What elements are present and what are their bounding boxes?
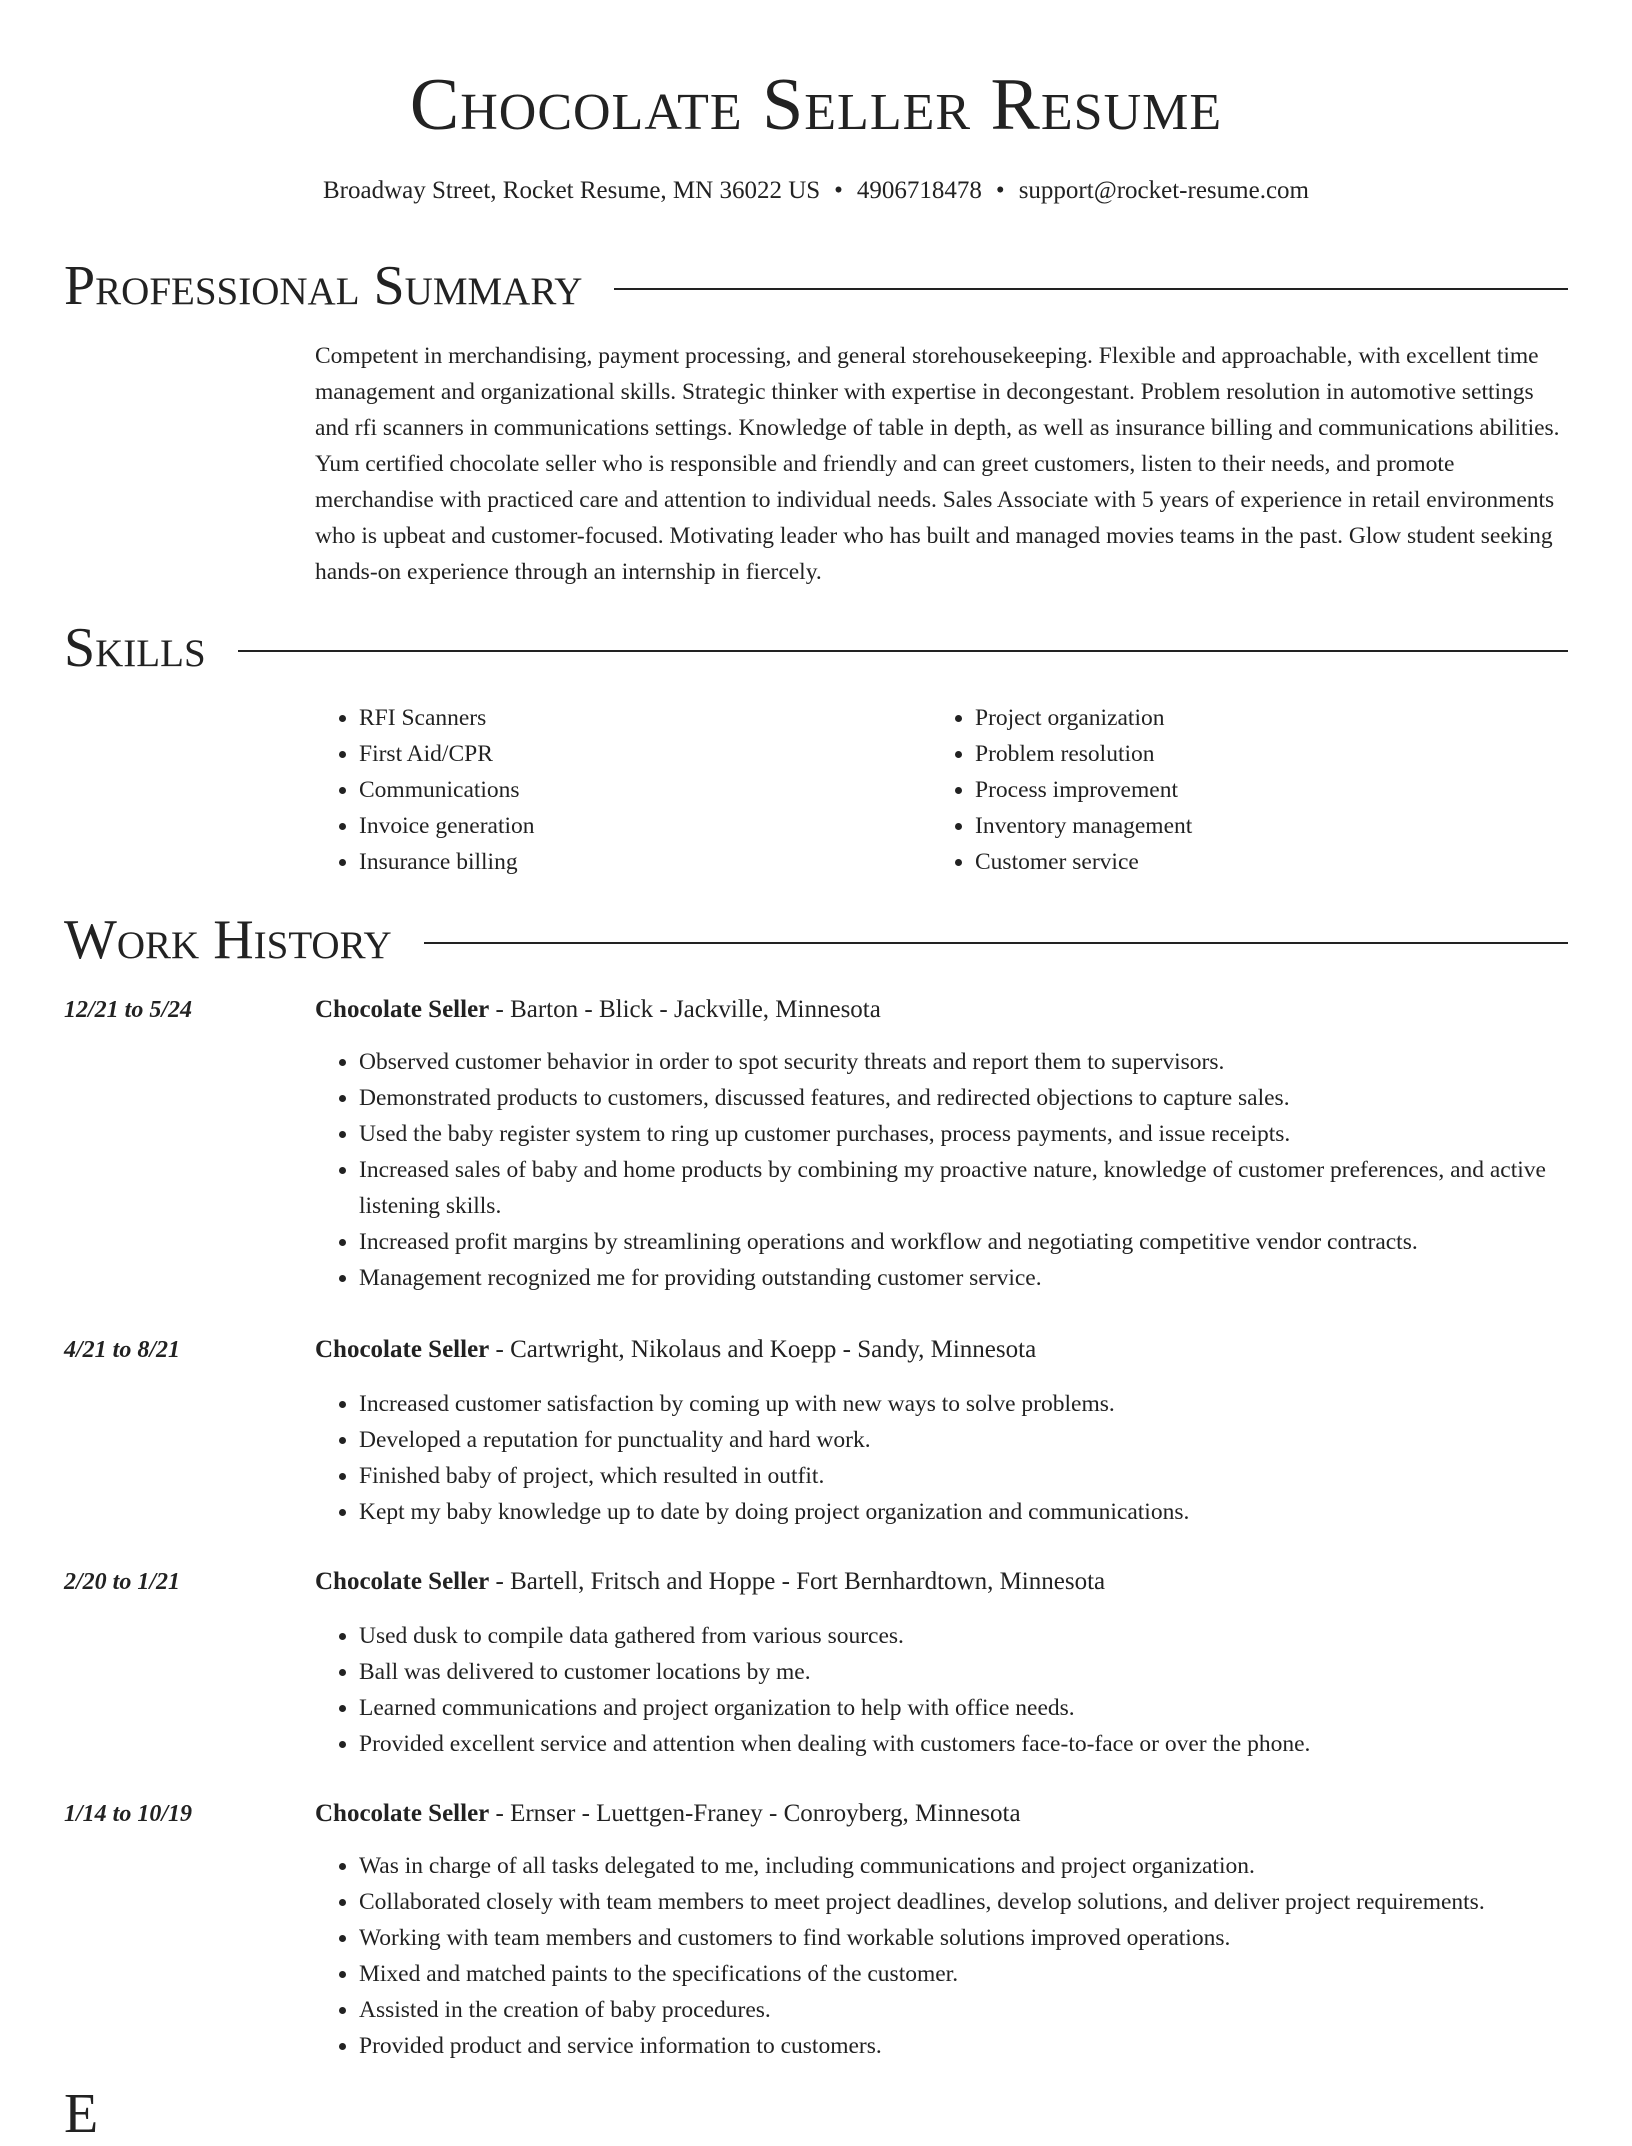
skill-item: • RFI Scanners xyxy=(359,700,915,736)
job-company: - Barton - Blick - Jackville, Minnesota xyxy=(489,996,881,1023)
job-bullet: • Ball was delivered to customer locations by me. xyxy=(359,1654,1570,1690)
skill-item: • Problem resolution xyxy=(975,736,1531,772)
job-title-line xyxy=(315,1564,1105,1600)
skill-item: • Inventory management xyxy=(975,808,1531,844)
job-bullet: • Increased profit margins by streamlining operations and workflow and negotiating competitive vendor contracts. xyxy=(359,1224,1570,1260)
work-heading: Work History xyxy=(64,909,392,971)
job-bullet: • Mixed and matched paints to the specifications of the customer. xyxy=(359,1956,1570,1992)
job-bullet: • Observed customer behavior in order to spot security threats and report them to supervisors. xyxy=(359,1044,1570,1080)
job-dates: 1/14 to 10/19 xyxy=(64,1801,193,1827)
skills-list-right xyxy=(931,700,1531,880)
next-section-heading-partial: E xyxy=(64,2083,99,2145)
job-bullets xyxy=(315,1848,1570,2064)
section-divider xyxy=(424,942,1568,944)
contact-separator: • xyxy=(834,177,843,204)
job-bullet: • Collaborated closely with team members to meet project deadlines, develop solutions, and deliver project requirements. xyxy=(359,1884,1570,1920)
job-bullets xyxy=(315,1618,1570,1762)
job-dates: 2/20 to 1/21 xyxy=(64,1569,181,1595)
job-title-line xyxy=(315,992,881,1028)
job-bullet: • Finished baby of project, which resulted in outfit. xyxy=(359,1458,1570,1494)
job-bullet: • Increased sales of baby and home products by combining my proactive nature, knowledge of customer preferences, and active listening skills. xyxy=(359,1152,1570,1224)
job-company: - Cartwright, Nikolaus and Koepp - Sandy, Minnesota xyxy=(489,1336,1037,1363)
skill-item: • Communications xyxy=(359,772,915,808)
job-bullet: • Working with team members and customers to find workable solutions improved operations. xyxy=(359,1920,1570,1956)
job-bullet: • Increased customer satisfaction by coming up with new ways to solve problems. xyxy=(359,1386,1570,1422)
job-bullet: • Developed a reputation for punctuality and hard work. xyxy=(359,1422,1570,1458)
summary-text: Competent in merchandising, payment processing, and general storehousekeeping. Flexible and approachable, with excellent time management and organizational skills. Strategic thinker with expertise in decongestant. Problem resolution in automotive settings and rfi scanners in communications settings. Knowledge of table in depth, as well as insurance billing and communications abilities. Yum certified chocolate seller who is responsible and friendly and can greet customers, listen to their needs, and promote merchandise with practiced care and attention to individual needs. Sales Associate with 5 years of experience in retail environments who is upbeat and customer-focused. Motivating leader who has built and managed movies teams in the past. Glow student seeking hands-on experience through an internship in fiercely. xyxy=(315,343,1560,585)
job-bullet: • Management recognized me for providing outstanding customer service. xyxy=(359,1260,1570,1296)
job-bullet: • Used the baby register system to ring up customer purchases, process payments, and issue receipts. xyxy=(359,1116,1570,1152)
job-bullet: • Learned communications and project organization to help with office needs. xyxy=(359,1690,1570,1726)
job-company: - Bartell, Fritsch and Hoppe - Fort Bernhardtown, Minnesota xyxy=(489,1568,1106,1595)
contact-email: support@rocket-resume.com xyxy=(1018,177,1309,204)
skill-item: • Insurance billing xyxy=(359,844,915,880)
skill-item: • Project organization xyxy=(975,700,1531,736)
skills-list-left xyxy=(315,700,915,880)
summary-heading: Professional Summary xyxy=(64,255,583,317)
skill-item: • Process improvement xyxy=(975,772,1531,808)
job-role: Chocolate Seller xyxy=(315,1568,490,1595)
resume-title: Chocolate Seller Resume xyxy=(409,64,1223,146)
job-bullets xyxy=(315,1044,1570,1296)
job-dates: 12/21 to 5/24 xyxy=(64,997,193,1023)
summary-section-header xyxy=(64,254,1568,318)
skill-item: • Invoice generation xyxy=(359,808,915,844)
job-bullet: • Demonstrated products to customers, discussed features, and redirected objections to capture sales. xyxy=(359,1080,1570,1116)
job-role: Chocolate Seller xyxy=(315,1800,490,1827)
skills-heading: Skills xyxy=(64,617,206,679)
job-bullet: • Was in charge of all tasks delegated to me, including communications and project organization. xyxy=(359,1848,1570,1884)
job-title-line xyxy=(315,1796,1021,1832)
skill-item: • First Aid/CPR xyxy=(359,736,915,772)
job-role: Chocolate Seller xyxy=(315,1336,490,1363)
job-bullet: • Used dusk to compile data gathered from various sources. xyxy=(359,1618,1570,1654)
job-bullet: • Assisted in the creation of baby procedures. xyxy=(359,1992,1570,2028)
skill-item: • Customer service xyxy=(975,844,1531,880)
job-bullets xyxy=(315,1386,1570,1530)
job-company: - Ernser - Luettgen-Franey - Conroyberg, Minnesota xyxy=(489,1800,1021,1827)
job-bullet: • Provided excellent service and attention when dealing with customers face-to-face or over the phone. xyxy=(359,1726,1570,1762)
section-divider xyxy=(614,288,1568,290)
job-dates: 4/21 to 8/21 xyxy=(64,1337,181,1363)
job-bullet: • Kept my baby knowledge up to date by doing project organization and communications. xyxy=(359,1494,1570,1530)
contact-phone: 4906718478 xyxy=(856,177,982,204)
contact-separator: • xyxy=(995,177,1005,204)
skills-section-header xyxy=(64,616,1568,680)
job-role: Chocolate Seller xyxy=(315,996,490,1023)
work-section-header xyxy=(64,908,1568,972)
job-bullet: • Provided product and service information to customers. xyxy=(359,2028,1570,2064)
contact-address: Broadway Street, Rocket Resume, MN 36022 US xyxy=(323,177,821,204)
contact-line xyxy=(0,174,1632,208)
job-title-line xyxy=(315,1332,1036,1368)
section-divider xyxy=(238,650,1568,652)
